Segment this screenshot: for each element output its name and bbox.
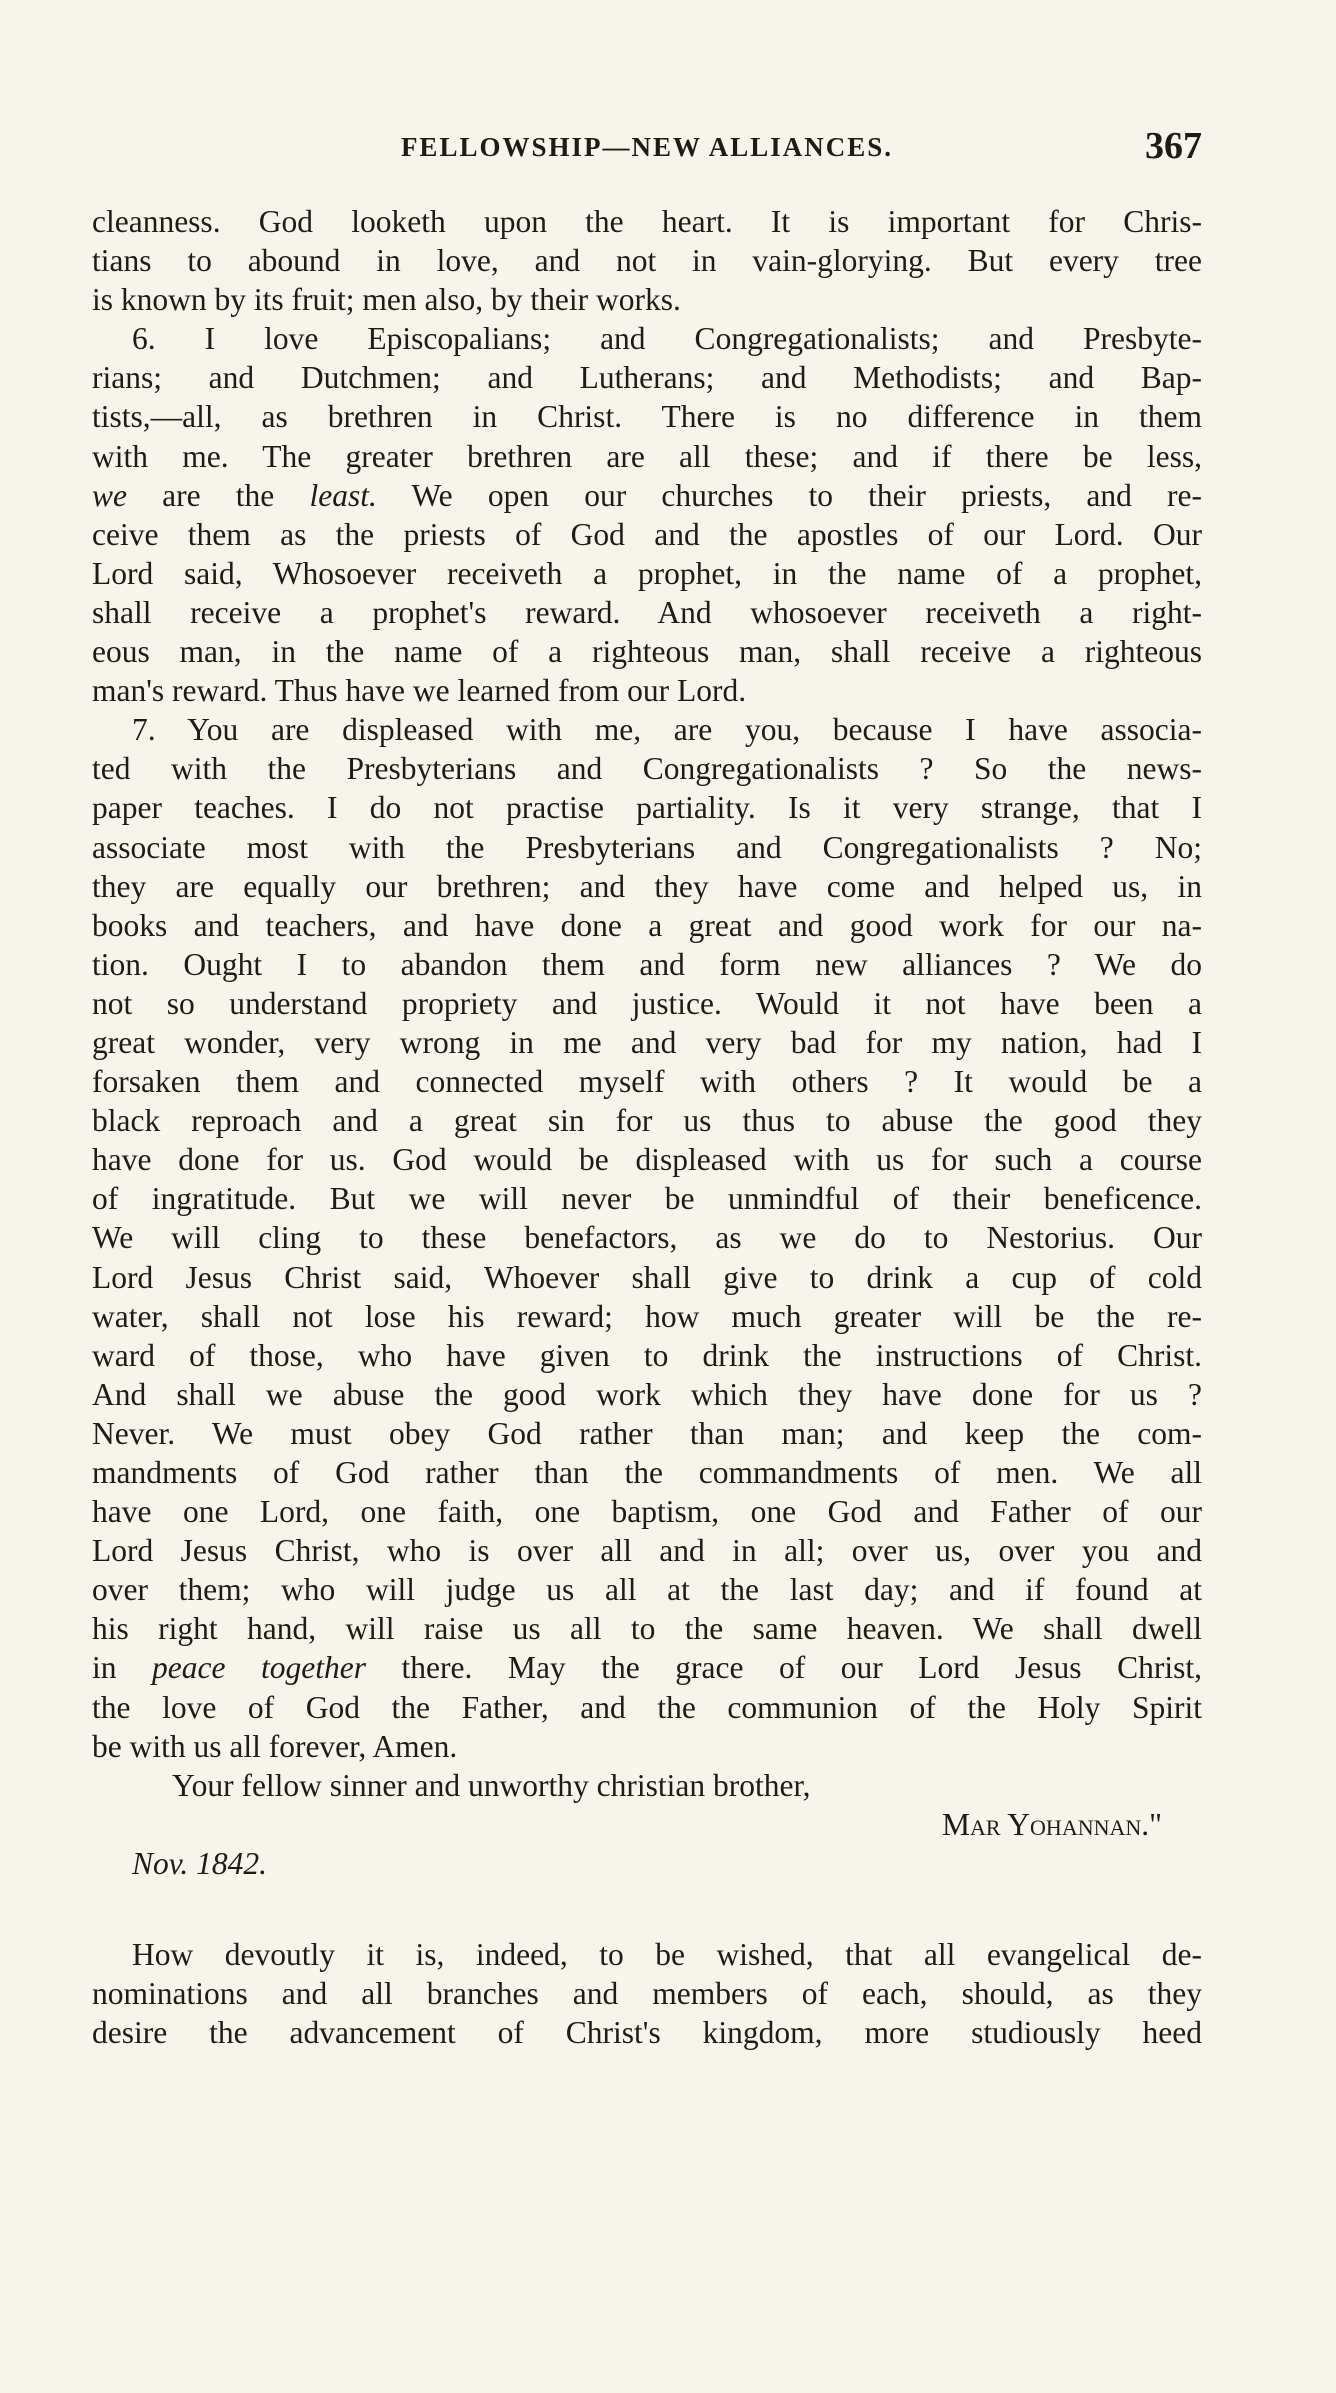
text-line: ted with the Presbyterians and Congregationalists ? So the news- <box>92 751 1202 787</box>
text-line: paper teaches. I do not practise partiality. Is it very strange, that I <box>92 790 1202 826</box>
text-line: tians to abound in love, and not in vain-glorying. But every tree <box>92 243 1202 279</box>
text-line: have done for us. God would be displeased with us for such a course <box>92 1142 1202 1178</box>
italic-we: we <box>92 477 127 513</box>
paragraph-gap <box>92 1883 1202 1935</box>
text-line: of ingratitude. But we will never be unmindful of their beneficence. <box>92 1181 1202 1217</box>
body-text <box>92 202 1202 2052</box>
text-line: great wonder, very wrong in me and very bad for my nation, had I <box>92 1024 1202 1060</box>
text-line: And shall we abuse the good work which they have done for us ? <box>92 1376 1202 1412</box>
text-line: his right hand, will raise us all to the same heaven. We shall dwell <box>92 1611 1202 1647</box>
text-fragment: in <box>92 1650 153 1686</box>
text-line: ceive them as the priests of God and the apostles of our Lord. Our <box>92 516 1202 552</box>
text-line: desire the advancement of Christ's kingdom, more studiously heed <box>92 2015 1202 2051</box>
text-line: eous man, in the name of a righteous man, shall receive a righteous <box>92 634 1202 670</box>
text-line: is known by its fruit; men also, by their works. <box>92 282 681 318</box>
running-head <box>92 125 1202 172</box>
text-fragment: We open our churches to their priests, and re- <box>376 477 1202 513</box>
text-line: with me. The greater brethren are all these; and if there be less, <box>92 438 1202 474</box>
text-line: 6. I love Episcopalians; and Congregationalists; and Presbyte- <box>132 321 1202 357</box>
text-line: mandments of God rather than the commandments of men. We all <box>92 1455 1202 1490</box>
text-line: tists,—all, as brethren in Christ. There is no difference in them <box>92 399 1202 435</box>
text-line: they are equally our brethren; and they have come and helped us, in <box>92 868 1202 904</box>
italic-peace-together: peace together <box>152 1650 367 1686</box>
text-line: books and teachers, and have done a great and good work for our na- <box>92 907 1202 943</box>
text-line: over them; who will judge us all at the last day; and if found at <box>92 1572 1202 1608</box>
text-line: shall receive a prophet's reward. And whosoever receiveth a right- <box>92 594 1202 630</box>
text-line: 7. You are displeased with me, are you, because I have associa- <box>132 712 1202 748</box>
text-line: ward of those, who have given to drink the instructions of Christ. <box>92 1337 1202 1373</box>
text-line: the love of God the Father, and the communion of the Holy Spirit <box>92 1689 1202 1725</box>
page-number: 367 <box>1145 125 1202 167</box>
text-line <box>92 1648 1202 1687</box>
text-line: How devoutly it is, indeed, to be wished, that all evangelical de- <box>132 1937 1202 1973</box>
text-line: We will cling to these benefactors, as we do to Nestorius. Our <box>92 1220 1202 1256</box>
text-line: tion. Ought I to abandon them and form new alliances ? We do <box>92 946 1202 982</box>
text-line: not so understand propriety and justice. Would it not have been a <box>92 985 1202 1021</box>
text-line: water, shall not lose his reward; how much greater will be the re- <box>92 1298 1202 1334</box>
text-fragment: there. May the grace of our Lord Jesus Christ, <box>366 1650 1202 1686</box>
italic-least: least. <box>309 477 377 513</box>
text-line: associate most with the Presbyterians and Congregationalists ? No; <box>92 829 1202 865</box>
text-line: cleanness. God looketh upon the heart. It is important for Chris- <box>92 204 1202 239</box>
text-line: Lord Jesus Christ said, Whoever shall give to drink a cup of cold <box>92 1259 1202 1295</box>
text-line: be with us all forever, Amen. <box>92 1728 458 1764</box>
letter-date: Nov. 1842. <box>132 1845 268 1881</box>
text-line: black reproach and a great sin for us thus to abuse the good they <box>92 1103 1202 1139</box>
text-line: forsaken them and connected myself with others ? It would be a <box>92 1064 1202 1100</box>
text-fragment: are the <box>127 477 310 513</box>
running-title: FELLOWSHIP—NEW ALLIANCES. <box>400 132 894 162</box>
text-line: Lord Jesus Christ, who is over all and in all; over us, over you and <box>92 1533 1202 1569</box>
text-line: have one Lord, one faith, one baptism, one God and Father of our <box>92 1494 1202 1530</box>
salutation: Your fellow sinner and unworthy christian brother, <box>172 1767 811 1803</box>
text-line: Lord said, Whosoever receiveth a prophet, in the name of a prophet, <box>92 555 1202 591</box>
signature: Mar Yohannan." <box>942 1806 1162 1842</box>
text-line: man's reward. Thus have we learned from our Lord. <box>92 673 747 709</box>
text-line: Never. We must obey God rather than man; and keep the com- <box>92 1415 1202 1451</box>
text-line: nominations and all branches and members of each, should, as they <box>92 1976 1202 2012</box>
text-line <box>92 476 1202 515</box>
text-line: rians; and Dutchmen; and Lutherans; and Methodists; and Bap- <box>92 360 1202 396</box>
